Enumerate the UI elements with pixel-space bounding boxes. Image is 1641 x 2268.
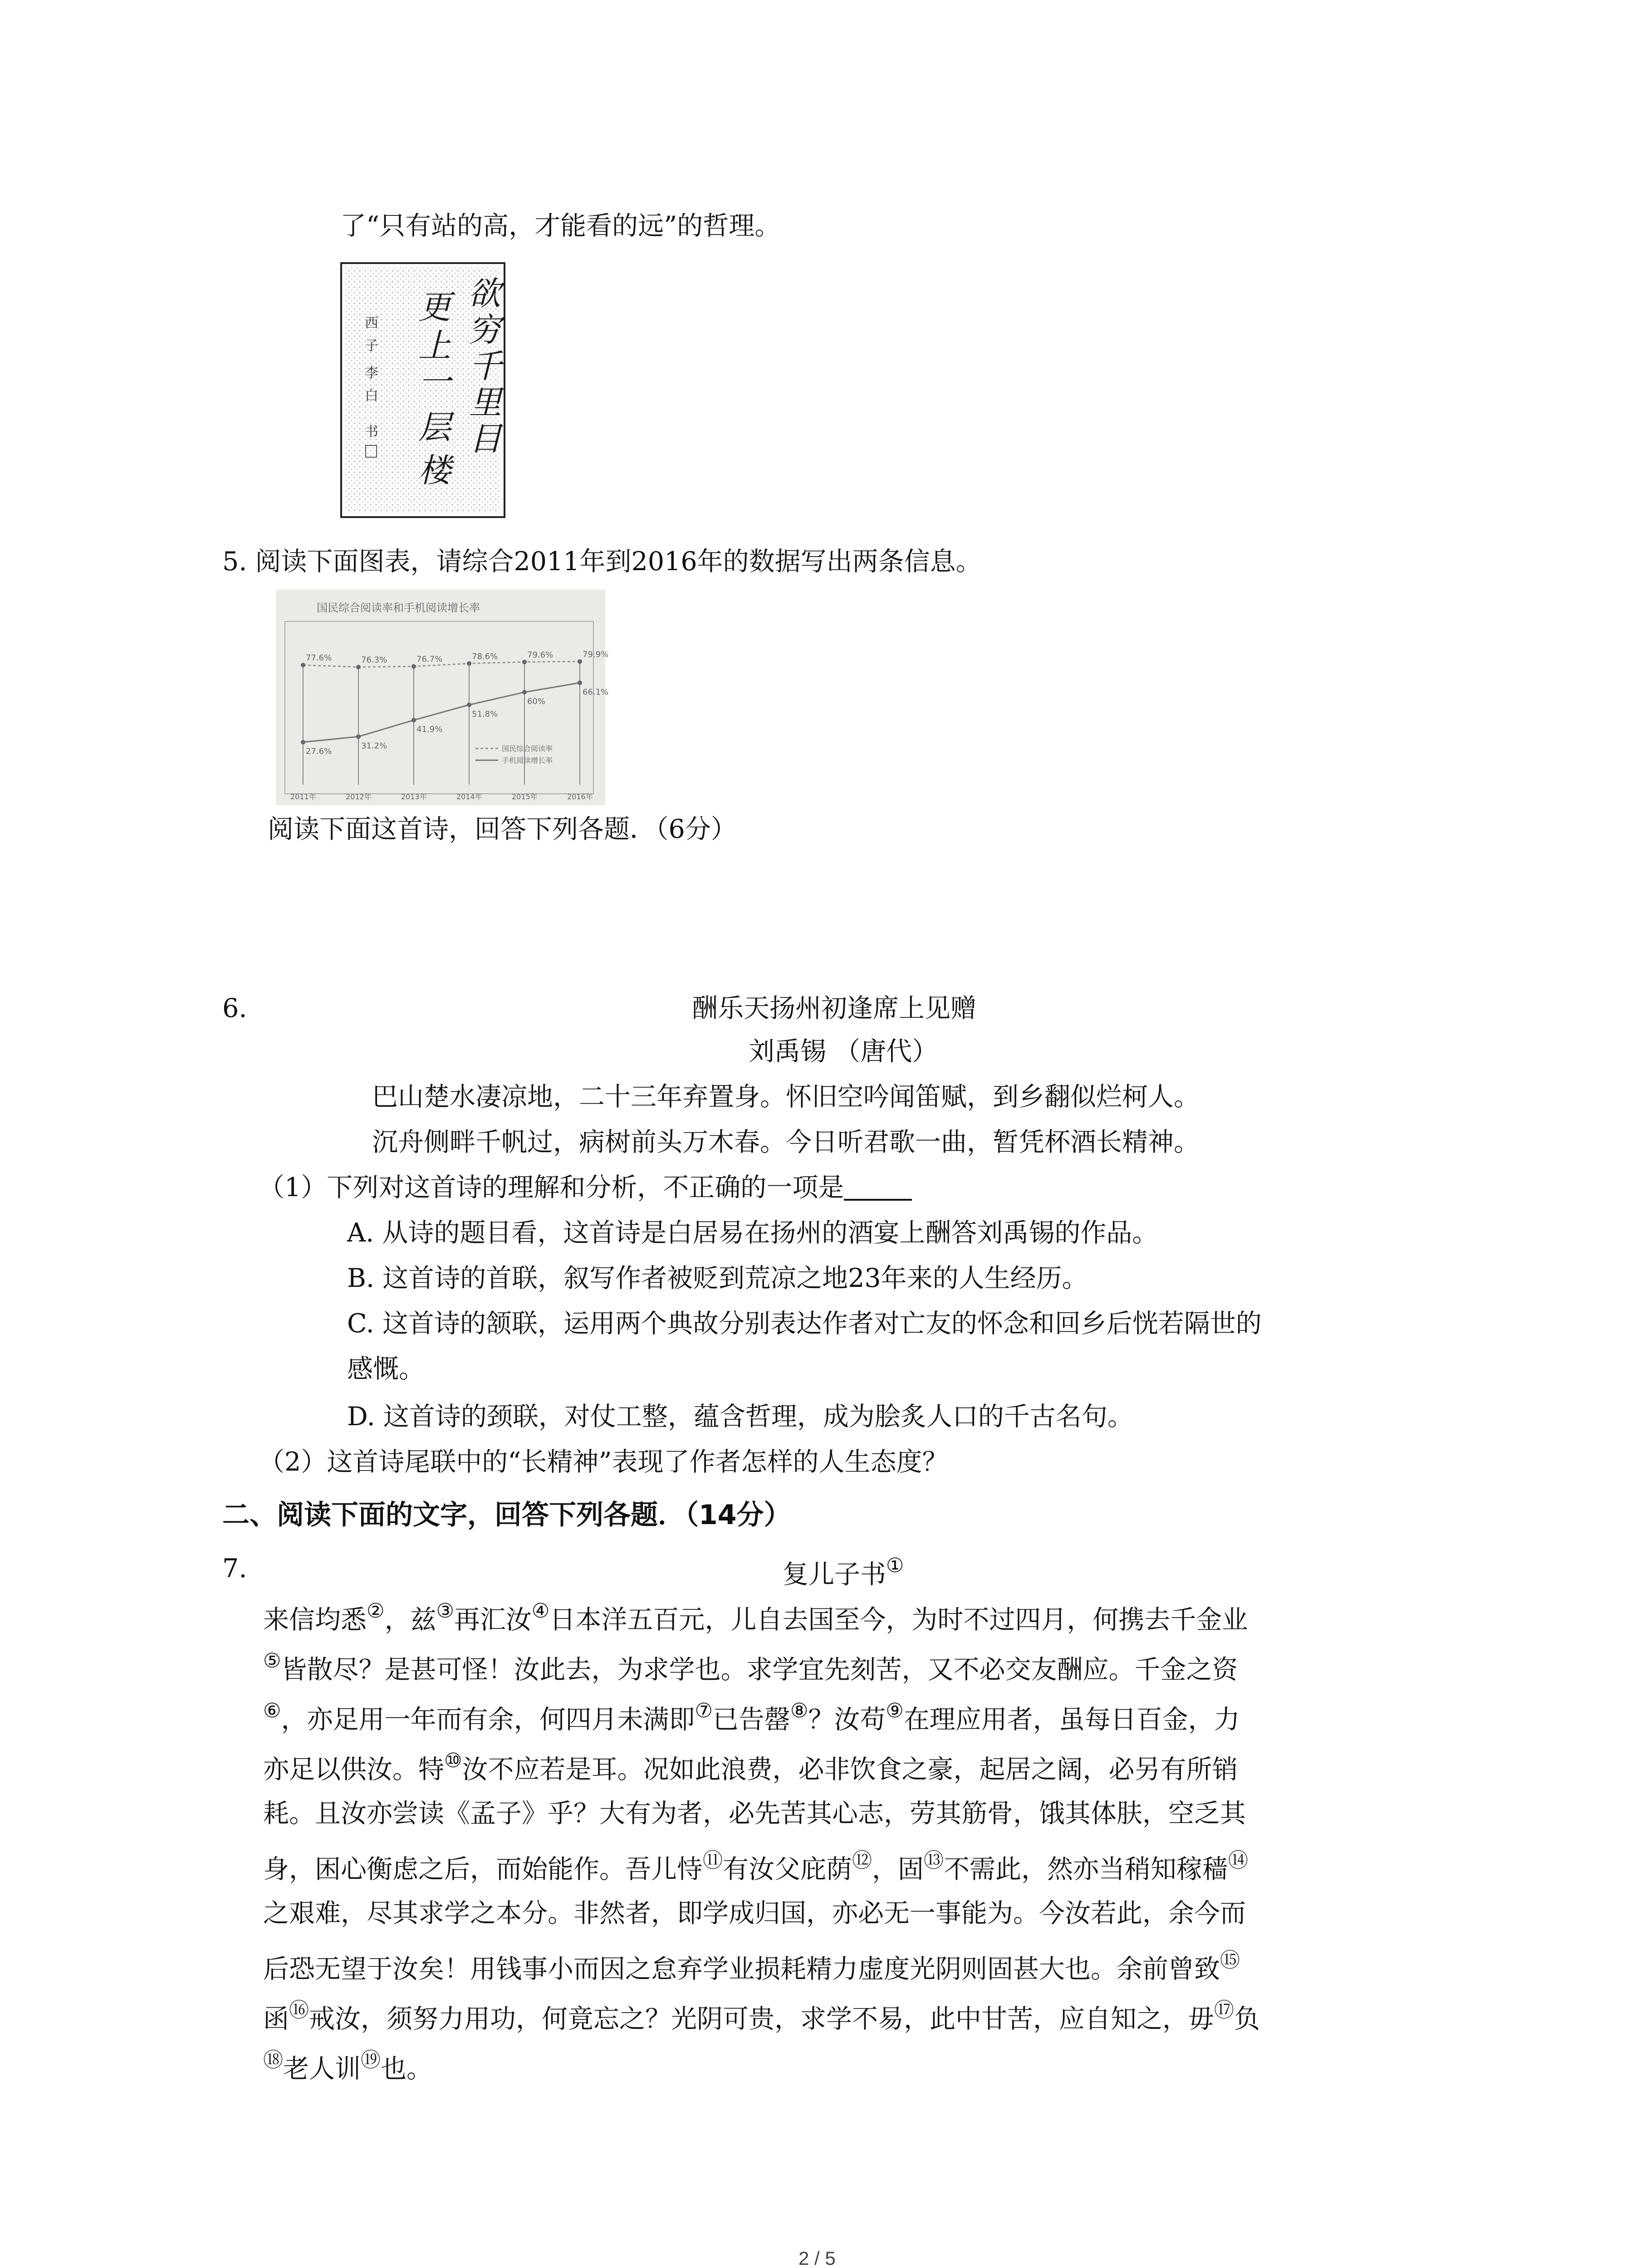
calligraphy-signature: 西 xyxy=(365,315,378,331)
calligraphy-col1: 欲 xyxy=(468,274,501,313)
sub-question-1: （1）下列对这首诗的理解和分析，不正确的一项是 xyxy=(259,1175,912,1201)
svg-text:子: 子 xyxy=(365,338,378,354)
calligraphy-image xyxy=(340,262,505,518)
letter-line xyxy=(263,1950,1240,1982)
footnote-marker: ⑭ xyxy=(1228,1849,1248,1872)
letter-title: 复儿子书① xyxy=(783,1554,904,1590)
poem-author: 刘禹锡 （唐代） xyxy=(749,1036,938,1066)
data-label: 76.7% xyxy=(416,655,443,665)
data-point xyxy=(356,665,361,670)
letter-text: 已告罄 xyxy=(712,1705,790,1735)
letter-text: 函 xyxy=(263,2004,289,2034)
poem-line-2: 沉舟侧畔千帆过，病树前头万木春。今日听君歌一曲，暂凭杯酒长精神。 xyxy=(372,1127,1200,1157)
letter-text: 汝不应若是耳。况如此浪费，必非饮食之豪，起居之阔，必另有所销 xyxy=(462,1755,1238,1785)
x-tick-label: 2016年 xyxy=(567,792,593,801)
sub-question-2: （2）这首诗尾联中的“长精神”表现了作者怎样的人生态度？ xyxy=(259,1447,948,1477)
svg-text:千: 千 xyxy=(469,347,502,385)
poem-intro: 阅读下面这首诗，回答下列各题．（6分） xyxy=(268,814,737,844)
footnote-marker: ⑮ xyxy=(1220,1949,1240,1972)
letter-text: 皆散尽？是甚可怪！汝此去，为求学也。求学宜先刻苦，又不必交友酬应。千金之资 xyxy=(281,1655,1238,1685)
letter-text: 之艰难，尽其求学之本分。非然者，即学成归国，亦必无一事能为。今汝若此，余今而 xyxy=(263,1898,1246,1928)
data-label: 79.9% xyxy=(583,650,609,660)
svg-text:里: 里 xyxy=(469,383,502,421)
question-5: 5. 阅读下面图表，请综合2011年到2016年的数据写出两条信息。 xyxy=(222,547,982,577)
legend-label: 国民综合阅读率 xyxy=(502,744,553,753)
footnote-marker: ⑤ xyxy=(263,1649,281,1672)
letter-text: 再汇汝 xyxy=(454,1605,532,1635)
svg-text:李: 李 xyxy=(365,365,378,381)
letter-line xyxy=(263,2050,432,2082)
svg-text:白: 白 xyxy=(365,388,378,404)
data-point xyxy=(301,740,305,744)
letter-text: 也。 xyxy=(381,2054,432,2084)
data-point xyxy=(578,680,582,685)
section-2-heading: 二、阅读下面的文字，回答下列各题．（14分） xyxy=(222,1499,791,1531)
footnote-marker: ④ xyxy=(531,1599,550,1623)
footnote-marker: ⑫ xyxy=(852,1849,872,1872)
svg-text:一: 一 xyxy=(418,363,451,401)
footnote-marker: ⑰ xyxy=(1214,1999,1234,2022)
letter-text: ？汝苟 xyxy=(808,1705,886,1735)
letter-line xyxy=(263,1801,1246,1827)
option-c-continued: 感慨。 xyxy=(347,1354,425,1384)
letter-text: 不需此，然亦当稍知稼穑 xyxy=(944,1854,1228,1885)
svg-text:上: 上 xyxy=(418,327,451,365)
data-label: 79.6% xyxy=(527,650,554,660)
letter-text: 亦足以供汝。特 xyxy=(263,1755,444,1785)
legend-label: 手机阅读增长率 xyxy=(502,756,553,765)
footnote-marker: ⑲ xyxy=(361,2048,381,2072)
letter-line xyxy=(263,1751,1238,1783)
letter-text: ，固 xyxy=(872,1854,924,1885)
letter-text: 耗。且汝亦尝读《孟子》乎？大有为者，必先苦其心志，劳其筋骨，饿其体肤，空乏其 xyxy=(263,1799,1246,1828)
footnote-marker: ⑱ xyxy=(263,2048,283,2072)
option-a: A. 从诗的题目看，这首诗是白居易在扬州的酒宴上酬答刘禹锡的作品。 xyxy=(347,1218,1158,1248)
data-label: 31.2% xyxy=(361,741,387,751)
letter-text: 后恐无望于汝矣！用钱事小而因之怠弃学业损耗精力虚度光阴则固甚大也。余前曾致 xyxy=(263,1954,1220,1984)
poem-title: 酬乐天扬州初逢席上见赠 xyxy=(692,993,976,1023)
option-d: D. 这首诗的颈联，对仗工整，蕴含哲理，成为脍炙人口的千古名句。 xyxy=(347,1402,1133,1432)
data-point xyxy=(356,734,361,739)
data-point xyxy=(411,718,416,723)
chart-title: 国民综合阅读率和手机阅读增长率 xyxy=(317,601,480,614)
data-label: 60% xyxy=(527,697,546,706)
letter-text: 老人训 xyxy=(283,2054,361,2084)
data-point xyxy=(522,690,527,694)
letter-text: 日本洋五百元，儿自去国至今，为时不过四月，何携去千金业 xyxy=(549,1605,1248,1635)
footnote-marker: ⑨ xyxy=(886,1699,904,1722)
letter-text: ，兹 xyxy=(384,1605,436,1635)
calligraphy-artwork xyxy=(342,264,504,516)
data-point xyxy=(411,664,416,669)
letter-text: 有汝父庇荫 xyxy=(723,1854,852,1885)
footnote-marker: ② xyxy=(367,1599,385,1623)
letter-text: ，亦足用一年而有余，何四月未满即 xyxy=(281,1705,695,1735)
data-label: 77.6% xyxy=(306,653,332,663)
page-number: 2 / 5 xyxy=(798,2248,836,2268)
x-tick-label: 2011年 xyxy=(290,792,316,801)
data-label: 51.8% xyxy=(472,709,498,719)
svg-text:书: 书 xyxy=(365,424,378,440)
x-tick-label: 2012年 xyxy=(346,792,372,801)
question-7-number: 7. xyxy=(222,1554,247,1584)
data-label: 78.6% xyxy=(472,651,498,661)
x-tick-label: 2013年 xyxy=(401,792,427,801)
x-tick-label: 2015年 xyxy=(512,792,538,801)
data-label: 41.9% xyxy=(416,724,443,734)
letter-text: 来信均悉 xyxy=(263,1605,367,1635)
letter-text: 负 xyxy=(1234,2004,1260,2034)
letter-text: 身，困心衡虑之后，而始能作。吾儿恃 xyxy=(263,1854,703,1885)
calligraphy-col2: 更 xyxy=(418,288,451,326)
data-label: 76.3% xyxy=(361,655,387,665)
letter-line xyxy=(263,1601,1248,1633)
answer-blank[interactable] xyxy=(844,1176,912,1201)
poem-line-1: 巴山楚水凄凉地，二十三年弃置身。怀旧空吟闻笛赋，到乡翻似烂柯人。 xyxy=(372,1082,1200,1112)
svg-text:楼: 楼 xyxy=(418,451,451,489)
line-chart xyxy=(276,590,609,805)
data-point xyxy=(578,659,582,664)
svg-text:穷: 穷 xyxy=(468,311,501,349)
x-tick-label: 2014年 xyxy=(456,792,482,801)
data-point xyxy=(301,663,305,667)
letter-line xyxy=(263,2000,1260,2032)
footnote-marker: ⑥ xyxy=(263,1699,281,1722)
data-point xyxy=(467,661,471,666)
footnote-marker: ⑦ xyxy=(695,1699,713,1722)
line-chart-photo xyxy=(276,590,609,805)
svg-text:层: 层 xyxy=(418,408,451,446)
letter-text: 戒汝，须努力用功，何竟忘之？光阴可贵，求学不易，此中甘苦，应自知之，毋 xyxy=(309,2004,1214,2034)
question-6-number: 6. xyxy=(222,993,247,1023)
text-line: 了“只有站的高，才能看的远”的哲理。 xyxy=(340,211,781,241)
option-c: C. 这首诗的颔联，运用两个典故分别表达作者对亡友的怀念和回乡后恍若隔世的 xyxy=(347,1309,1262,1339)
footnote-marker: ⑪ xyxy=(703,1849,723,1872)
letter-line xyxy=(263,1701,1240,1733)
letter-line xyxy=(263,1849,1248,1885)
footnote-marker: ⑩ xyxy=(444,1749,462,1772)
footnote-marker: ⑬ xyxy=(924,1849,944,1872)
letter-line xyxy=(263,1898,1246,1928)
svg-text:目: 目 xyxy=(469,420,502,458)
data-point xyxy=(467,703,471,707)
data-label: 27.6% xyxy=(306,747,332,757)
option-b: B. 这首诗的首联，叙写作者被贬到荒凉之地23年来的人生经历。 xyxy=(347,1263,1088,1293)
letter-line xyxy=(263,1651,1238,1683)
letter-text: 在理应用者，虽每日百金，力 xyxy=(903,1705,1240,1735)
data-point xyxy=(522,660,527,664)
data-label: 66.1% xyxy=(583,687,609,697)
footnote-marker: ③ xyxy=(436,1599,454,1623)
footnote-marker: ⑯ xyxy=(289,1999,309,2022)
footnote-marker: ⑧ xyxy=(790,1699,808,1722)
